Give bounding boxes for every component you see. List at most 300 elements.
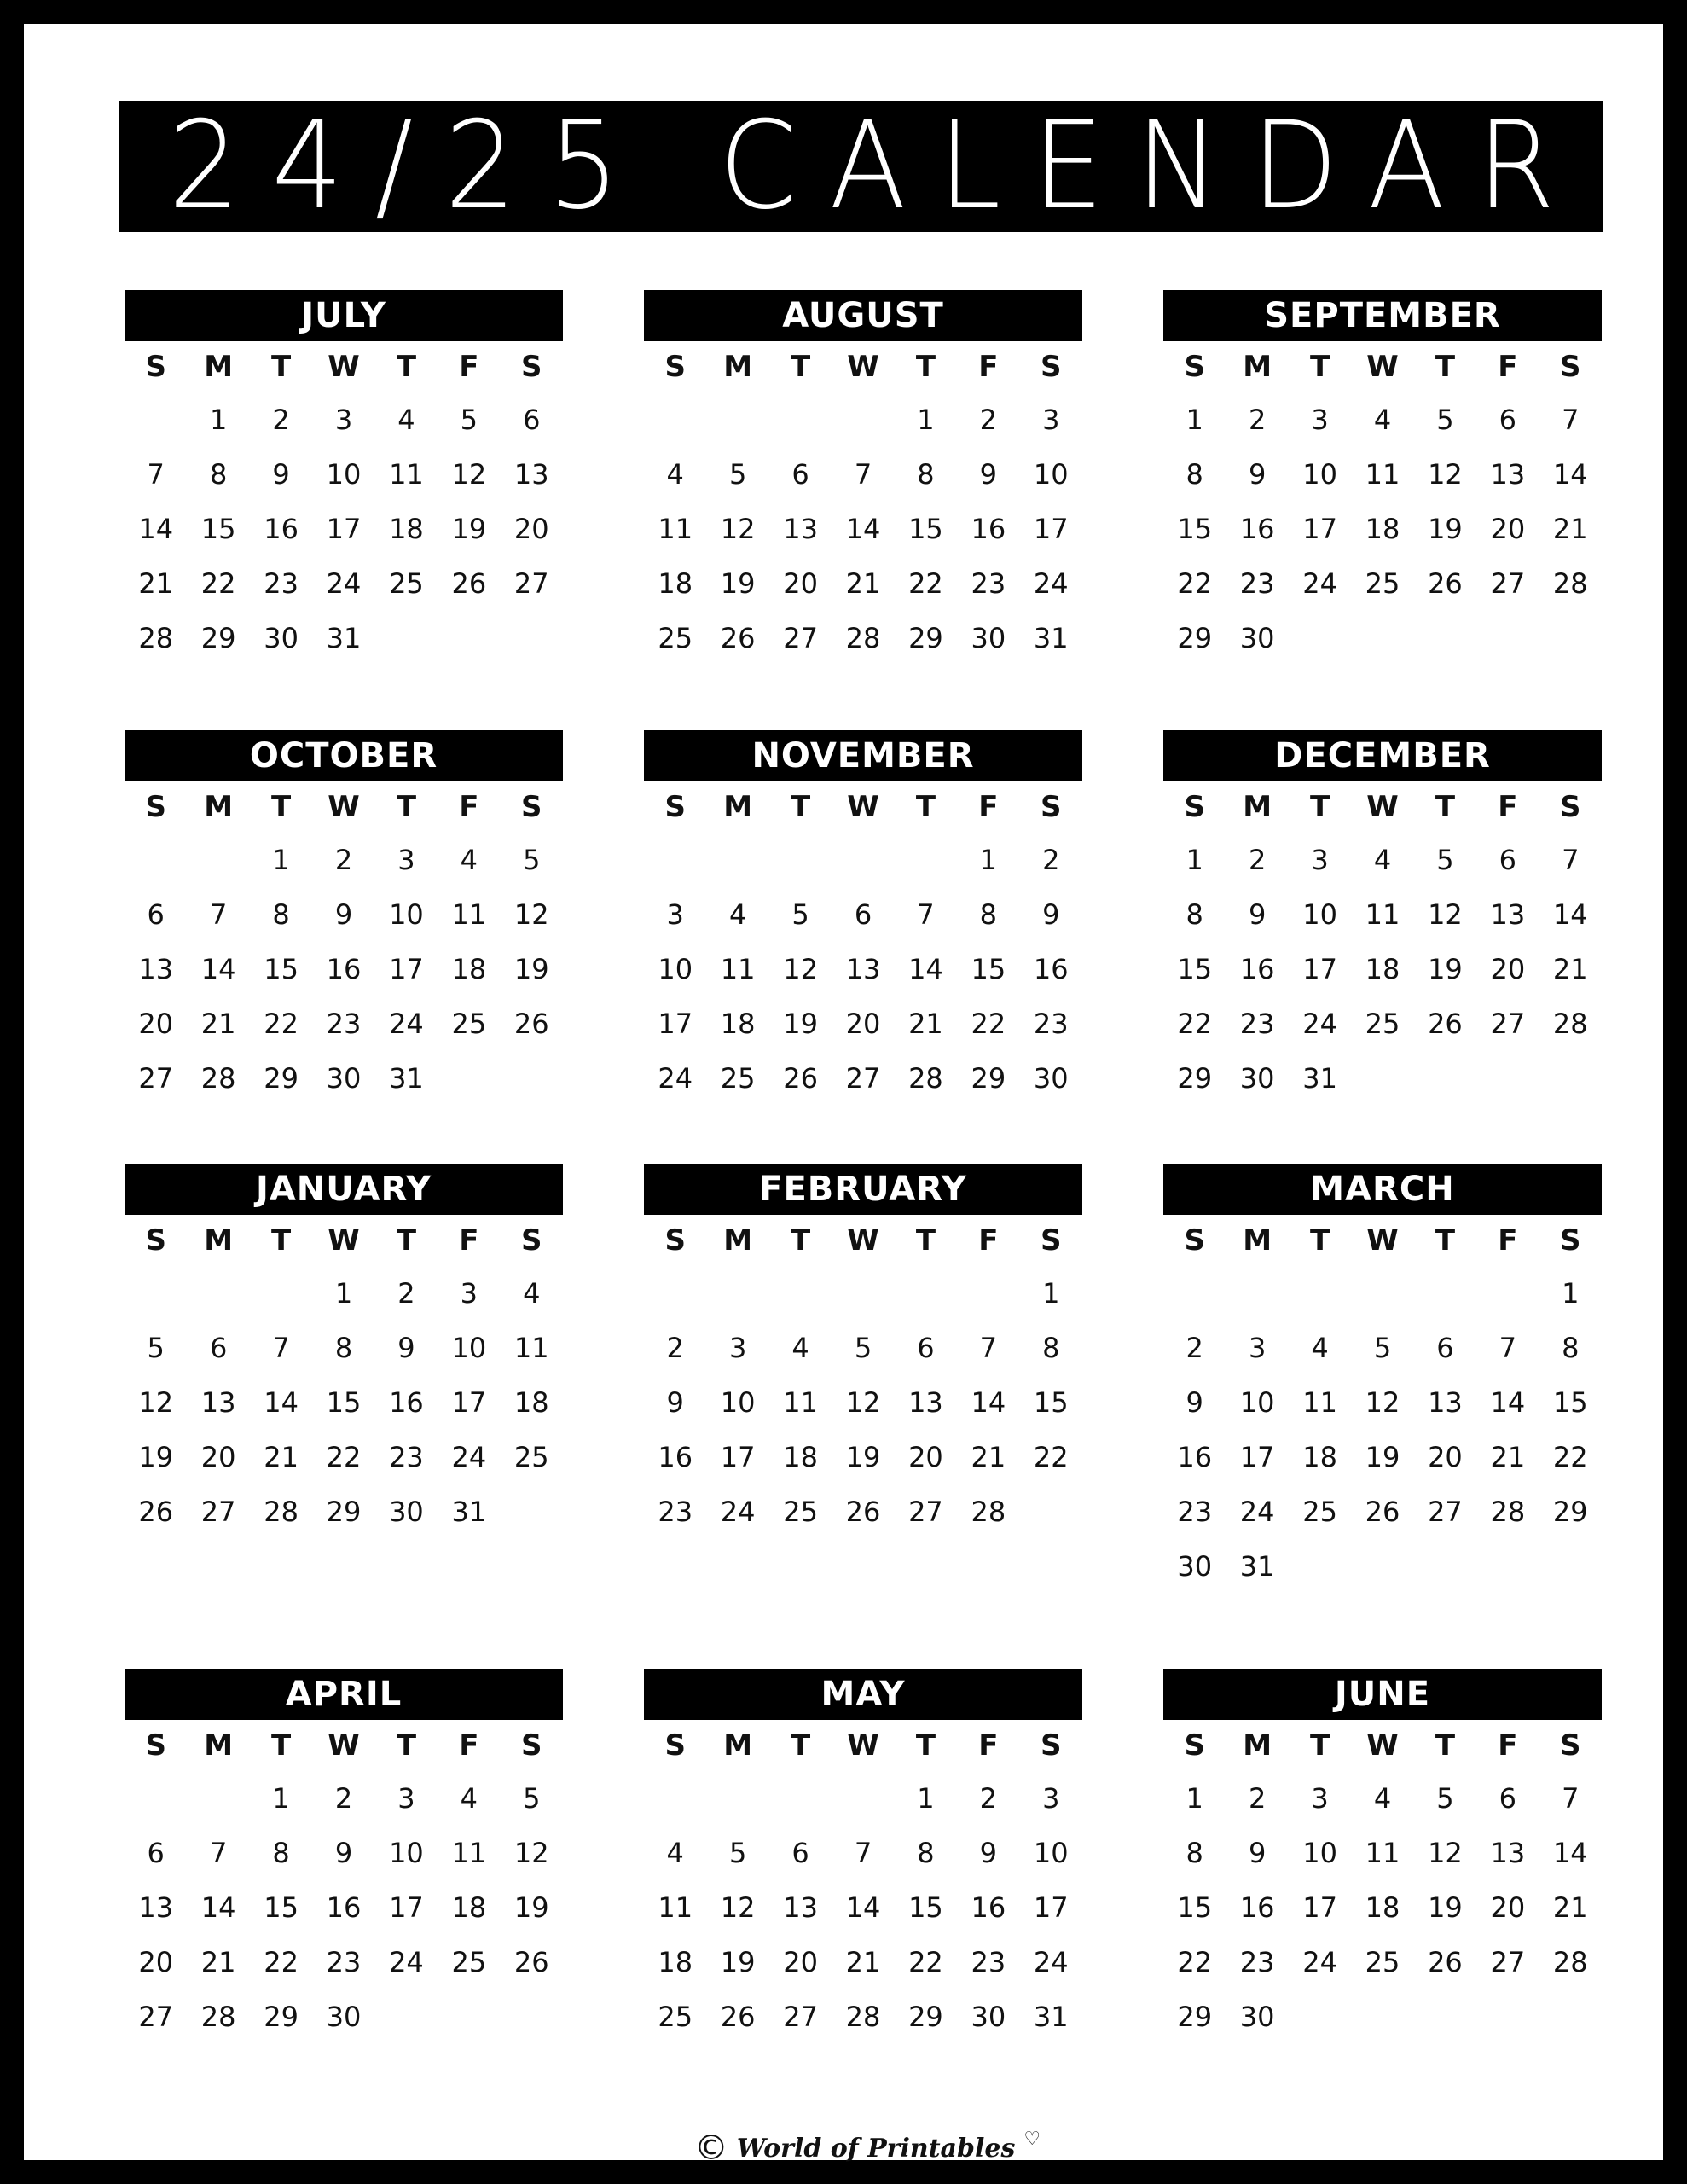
day-cell: 8 (1186, 458, 1203, 491)
day-cell: 16 (326, 953, 362, 985)
day-cell: 29 (1177, 2001, 1213, 2033)
weekday-label: T (915, 1223, 936, 1258)
day-cell: 23 (389, 1441, 424, 1473)
day-cell: 10 (1033, 458, 1069, 491)
day-cell: 22 (200, 567, 236, 600)
day-cell: 28 (264, 1496, 299, 1528)
empty-cell (706, 1266, 768, 1321)
brand-name: World of Printables (736, 2133, 1016, 2164)
weekday-label: S (1184, 790, 1205, 824)
day-cell: 25 (1365, 567, 1400, 600)
day-cell: 25 (720, 1062, 756, 1095)
day-cell: 27 (513, 567, 549, 600)
weekday-label: S (521, 1223, 542, 1258)
day-cell: 2 (1248, 1782, 1267, 1815)
day-cell: 23 (264, 567, 299, 600)
day-cell: 14 (845, 513, 881, 545)
day-cell: 3 (728, 1332, 747, 1364)
day-cell: 21 (138, 567, 174, 600)
day-cell: 1 (917, 1782, 935, 1815)
weekday-label: S (1560, 1728, 1581, 1763)
day-cell: 13 (138, 1891, 174, 1924)
day-cell: 4 (1373, 404, 1392, 436)
day-cell: 7 (917, 898, 935, 931)
empty-cell (706, 833, 768, 887)
month-header: FEBRUARY (644, 1164, 1082, 1215)
month-grid (1163, 781, 1602, 1106)
day-cell: 10 (1239, 1386, 1275, 1419)
day-cell: 27 (783, 622, 818, 654)
day-cell: 4 (1311, 1332, 1329, 1364)
day-cell: 6 (1499, 844, 1517, 876)
day-cell: 1 (209, 404, 228, 436)
day-cell: 4 (1373, 844, 1392, 876)
day-cell: 26 (513, 1946, 549, 1978)
weekday-label: F (978, 1728, 999, 1763)
day-cell: 3 (666, 898, 684, 931)
day-cell: 10 (451, 1332, 487, 1364)
day-cell: 26 (720, 622, 756, 654)
day-cell: 30 (971, 2001, 1006, 2033)
day-cell: 15 (908, 513, 943, 545)
day-cell: 12 (451, 458, 487, 491)
day-cell: 29 (1177, 622, 1213, 654)
weekday-label: M (1243, 1728, 1272, 1763)
day-cell: 23 (658, 1496, 693, 1528)
weekday-label: M (204, 350, 234, 384)
day-cell: 9 (979, 1837, 998, 1869)
empty-cell (832, 1266, 894, 1321)
day-cell: 12 (513, 1837, 549, 1869)
day-cell: 7 (854, 458, 872, 491)
day-cell: 26 (451, 567, 487, 600)
day-cell: 9 (1186, 1386, 1203, 1419)
day-cell: 10 (389, 898, 424, 931)
month-header: SEPTEMBER (1163, 290, 1602, 341)
day-cell: 2 (334, 1782, 353, 1815)
day-cell: 21 (1552, 953, 1588, 985)
weekday-label: F (1498, 790, 1518, 824)
day-cell: 22 (908, 1946, 943, 1978)
weekday-label: W (1366, 1223, 1399, 1258)
weekday-label: M (1243, 350, 1272, 384)
day-cell: 6 (209, 1332, 228, 1364)
weekday-label: F (459, 1223, 479, 1258)
weekday-label: M (204, 1728, 234, 1763)
day-cell: 12 (1428, 458, 1463, 491)
day-cell: 13 (200, 1386, 236, 1419)
day-cell: 14 (971, 1386, 1006, 1419)
day-cell: 24 (1239, 1496, 1275, 1528)
day-cell: 2 (1248, 404, 1267, 436)
day-cell: 3 (1248, 1332, 1267, 1364)
weekday-label: M (723, 350, 753, 384)
day-cell: 10 (1302, 898, 1337, 931)
empty-cell (832, 1771, 894, 1826)
day-cell: 24 (1302, 1946, 1337, 1978)
weekday-label: S (1184, 1223, 1205, 1258)
day-cell: 24 (720, 1496, 756, 1528)
day-cell: 25 (658, 622, 693, 654)
day-cell: 25 (451, 1946, 487, 1978)
day-cell: 15 (1177, 953, 1213, 985)
day-cell: 14 (1552, 898, 1588, 931)
day-cell: 30 (971, 622, 1006, 654)
day-cell: 15 (1177, 1891, 1213, 1924)
day-cell: 16 (389, 1386, 424, 1419)
day-cell: 17 (1302, 1891, 1337, 1924)
day-cell: 15 (200, 513, 236, 545)
day-cell: 9 (666, 1386, 684, 1419)
day-cell: 6 (791, 458, 809, 491)
day-cell: 7 (1499, 1332, 1517, 1364)
heart-icon: ♡ (1023, 2128, 1041, 2150)
weekday-label: S (1184, 350, 1205, 384)
empty-cell (187, 1771, 249, 1826)
day-cell: 9 (1248, 898, 1267, 931)
day-cell: 16 (1239, 513, 1275, 545)
day-cell: 10 (1033, 1837, 1069, 1869)
day-cell: 4 (397, 404, 415, 436)
day-cell: 1 (334, 1277, 353, 1310)
day-cell: 13 (783, 513, 818, 545)
day-cell: 23 (971, 567, 1006, 600)
day-cell: 16 (1033, 953, 1069, 985)
day-cell: 12 (513, 898, 549, 931)
day-cell: 9 (397, 1332, 415, 1364)
weekday-label: T (915, 790, 936, 824)
day-cell: 29 (971, 1062, 1006, 1095)
day-cell: 31 (1239, 1550, 1275, 1583)
day-cell: 1 (272, 844, 290, 876)
day-cell: 22 (264, 1008, 299, 1040)
month-april (125, 1669, 563, 2044)
weekday-label: T (1309, 1728, 1330, 1763)
day-cell: 14 (1552, 458, 1588, 491)
empty-cell (832, 833, 894, 887)
day-cell: 14 (200, 1891, 236, 1924)
day-cell: 31 (1033, 2001, 1069, 2033)
day-cell: 18 (1365, 513, 1400, 545)
day-cell: 8 (1186, 898, 1203, 931)
day-cell: 24 (389, 1946, 424, 1978)
day-cell: 4 (523, 1277, 541, 1310)
day-cell: 9 (334, 898, 353, 931)
weekday-label: W (328, 1223, 360, 1258)
day-cell: 18 (783, 1441, 818, 1473)
day-cell: 13 (1490, 1837, 1526, 1869)
empty-cell (706, 392, 768, 447)
day-cell: 25 (658, 2001, 693, 2033)
weekday-label: M (723, 1728, 753, 1763)
weekday-label: T (396, 1223, 417, 1258)
day-cell: 16 (1239, 953, 1275, 985)
day-cell: 7 (147, 458, 165, 491)
page-title: 24/25 CALENDAR (168, 96, 1587, 236)
empty-cell (125, 1266, 187, 1321)
day-cell: 29 (264, 1062, 299, 1095)
day-cell: 19 (845, 1441, 881, 1473)
day-cell: 13 (138, 953, 174, 985)
day-cell: 23 (1177, 1496, 1213, 1528)
month-header: APRIL (125, 1669, 563, 1720)
day-cell: 2 (1042, 844, 1060, 876)
day-cell: 17 (1239, 1441, 1275, 1473)
day-cell: 16 (326, 1891, 362, 1924)
day-cell: 30 (1177, 1550, 1213, 1583)
day-cell: 9 (1042, 898, 1060, 931)
day-cell: 25 (783, 1496, 818, 1528)
weekday-label: F (1498, 1728, 1518, 1763)
day-cell: 2 (666, 1332, 684, 1364)
day-cell: 25 (1302, 1496, 1337, 1528)
weekday-label: F (459, 350, 479, 384)
month-august (644, 290, 1082, 665)
day-cell: 21 (1490, 1441, 1526, 1473)
day-cell: 6 (1499, 404, 1517, 436)
weekday-label: T (1435, 1728, 1456, 1763)
empty-cell (644, 1266, 706, 1321)
day-cell: 15 (326, 1386, 362, 1419)
day-cell: 5 (1436, 844, 1454, 876)
empty-cell (1476, 1266, 1539, 1321)
day-cell: 6 (791, 1837, 809, 1869)
day-cell: 26 (720, 2001, 756, 2033)
day-cell: 19 (1428, 1891, 1463, 1924)
month-header: DECEMBER (1163, 730, 1602, 781)
weekday-label: T (396, 350, 417, 384)
weekday-label: T (270, 790, 292, 824)
weekday-label: S (145, 1223, 166, 1258)
day-cell: 18 (658, 1946, 693, 1978)
day-cell: 11 (451, 1837, 487, 1869)
month-june (1163, 1669, 1602, 2044)
day-cell: 12 (1428, 1837, 1463, 1869)
day-cell: 28 (845, 2001, 881, 2033)
weekday-label: T (270, 1728, 292, 1763)
day-cell: 14 (200, 953, 236, 985)
day-cell: 3 (1311, 1782, 1329, 1815)
weekday-label: S (145, 790, 166, 824)
day-cell: 2 (272, 404, 290, 436)
weekday-label: S (521, 350, 542, 384)
day-cell: 20 (783, 1946, 818, 1978)
day-cell: 26 (1428, 567, 1463, 600)
month-grid (125, 1215, 563, 1539)
day-cell: 27 (200, 1496, 236, 1528)
day-cell: 5 (728, 1837, 747, 1869)
empty-cell (769, 833, 832, 887)
empty-cell (125, 1771, 187, 1826)
weekday-label: T (270, 350, 292, 384)
day-cell: 5 (147, 1332, 165, 1364)
weekday-label: T (270, 1223, 292, 1258)
weekday-label: T (1309, 1223, 1330, 1258)
day-cell: 26 (513, 1008, 549, 1040)
month-header: NOVEMBER (644, 730, 1082, 781)
day-cell: 5 (854, 1332, 872, 1364)
day-cell: 12 (1428, 898, 1463, 931)
day-cell: 4 (666, 458, 684, 491)
day-cell: 29 (200, 622, 236, 654)
weekday-label: F (1498, 350, 1518, 384)
empty-cell (644, 392, 706, 447)
day-cell: 7 (1562, 844, 1580, 876)
day-cell: 2 (979, 404, 998, 436)
day-cell: 2 (397, 1277, 415, 1310)
weekday-label: S (1560, 1223, 1581, 1258)
day-cell: 27 (1490, 567, 1526, 600)
day-cell: 16 (264, 513, 299, 545)
day-cell: 5 (728, 458, 747, 491)
day-cell: 9 (1248, 458, 1267, 491)
day-cell: 2 (1248, 844, 1267, 876)
empty-cell (895, 833, 957, 887)
empty-cell (644, 833, 706, 887)
day-cell: 1 (1186, 844, 1203, 876)
weekday-label: W (847, 1223, 879, 1258)
day-cell: 31 (326, 622, 362, 654)
month-header: JULY (125, 290, 563, 341)
day-cell: 25 (1365, 1008, 1400, 1040)
day-cell: 28 (845, 622, 881, 654)
empty-cell (187, 1266, 249, 1321)
weekday-label: S (1184, 1728, 1205, 1763)
day-cell: 13 (513, 458, 549, 491)
day-cell: 18 (389, 513, 424, 545)
day-cell: 28 (1490, 1496, 1526, 1528)
empty-cell (187, 833, 249, 887)
day-cell: 4 (460, 844, 478, 876)
day-cell: 31 (1033, 622, 1069, 654)
day-cell: 3 (1042, 404, 1060, 436)
weekday-label: T (1435, 350, 1456, 384)
day-cell: 14 (908, 953, 943, 985)
empty-cell (1163, 1266, 1226, 1321)
day-cell: 19 (138, 1441, 174, 1473)
weekday-label: T (1435, 1223, 1456, 1258)
weekday-label: S (1041, 350, 1062, 384)
day-cell: 16 (1177, 1441, 1213, 1473)
day-cell: 10 (1302, 1837, 1337, 1869)
day-cell: 4 (460, 1782, 478, 1815)
month-header: JUNE (1163, 1669, 1602, 1720)
day-cell: 16 (658, 1441, 693, 1473)
weekday-label: W (1366, 790, 1399, 824)
day-cell: 10 (1302, 458, 1337, 491)
day-cell: 12 (783, 953, 818, 985)
empty-cell (832, 392, 894, 447)
day-cell: 17 (720, 1441, 756, 1473)
day-cell: 19 (1428, 953, 1463, 985)
weekday-label: F (978, 790, 999, 824)
day-cell: 8 (1186, 1837, 1203, 1869)
weekday-label: W (328, 350, 360, 384)
day-cell: 19 (720, 567, 756, 600)
day-cell: 18 (658, 567, 693, 600)
empty-cell (1289, 1266, 1351, 1321)
day-cell: 17 (389, 1891, 424, 1924)
day-cell: 3 (334, 404, 353, 436)
day-cell: 17 (326, 513, 362, 545)
month-may (644, 1669, 1082, 2044)
day-cell: 14 (845, 1891, 881, 1924)
weekday-label: F (459, 790, 479, 824)
day-cell: 3 (1311, 844, 1329, 876)
day-cell: 5 (1436, 404, 1454, 436)
empty-cell (1414, 1266, 1476, 1321)
day-cell: 9 (272, 458, 290, 491)
weekday-label: T (396, 1728, 417, 1763)
month-grid (1163, 1215, 1602, 1594)
empty-cell (644, 1771, 706, 1826)
day-cell: 20 (513, 513, 549, 545)
weekday-label: M (723, 790, 753, 824)
day-cell: 22 (1177, 567, 1213, 600)
day-cell: 11 (1365, 1837, 1400, 1869)
day-cell: 15 (908, 1891, 943, 1924)
day-cell: 30 (389, 1496, 424, 1528)
day-cell: 27 (1428, 1496, 1463, 1528)
day-cell: 30 (1239, 2001, 1275, 2033)
day-cell: 12 (1365, 1386, 1400, 1419)
day-cell: 10 (720, 1386, 756, 1419)
day-cell: 17 (389, 953, 424, 985)
day-cell: 10 (658, 953, 693, 985)
day-cell: 12 (720, 1891, 756, 1924)
month-march (1163, 1164, 1602, 1594)
day-cell: 23 (1239, 567, 1275, 600)
weekday-label: F (1498, 1223, 1518, 1258)
day-cell: 1 (979, 844, 998, 876)
day-cell: 8 (1042, 1332, 1060, 1364)
day-cell: 29 (1177, 1062, 1213, 1095)
day-cell: 8 (979, 898, 998, 931)
footer (24, 2123, 1687, 2174)
weekday-label: M (723, 1223, 753, 1258)
day-cell: 24 (1033, 567, 1069, 600)
day-cell: 23 (1033, 1008, 1069, 1040)
day-cell: 27 (908, 1496, 943, 1528)
day-cell: 13 (845, 953, 881, 985)
weekday-label: S (1041, 1728, 1062, 1763)
month-grid (1163, 1720, 1602, 2044)
day-cell: 19 (720, 1946, 756, 1978)
day-cell: 1 (1042, 1277, 1060, 1310)
weekday-label: F (978, 350, 999, 384)
day-cell: 11 (451, 898, 487, 931)
day-cell: 1 (1186, 404, 1203, 436)
day-cell: 15 (971, 953, 1006, 985)
day-cell: 29 (1552, 1496, 1588, 1528)
day-cell: 18 (1302, 1441, 1337, 1473)
day-cell: 5 (1436, 1782, 1454, 1815)
day-cell: 15 (1552, 1386, 1588, 1419)
day-cell: 22 (1552, 1441, 1588, 1473)
day-cell: 23 (326, 1946, 362, 1978)
day-cell: 16 (971, 513, 1006, 545)
weekday-label: W (1366, 1728, 1399, 1763)
day-cell: 18 (451, 1891, 487, 1924)
day-cell: 24 (1033, 1946, 1069, 1978)
weekday-label: S (664, 350, 686, 384)
day-cell: 6 (1436, 1332, 1454, 1364)
day-cell: 18 (451, 953, 487, 985)
weekday-label: W (847, 790, 879, 824)
day-cell: 10 (389, 1837, 424, 1869)
day-cell: 12 (138, 1386, 174, 1419)
day-cell: 30 (1033, 1062, 1069, 1095)
